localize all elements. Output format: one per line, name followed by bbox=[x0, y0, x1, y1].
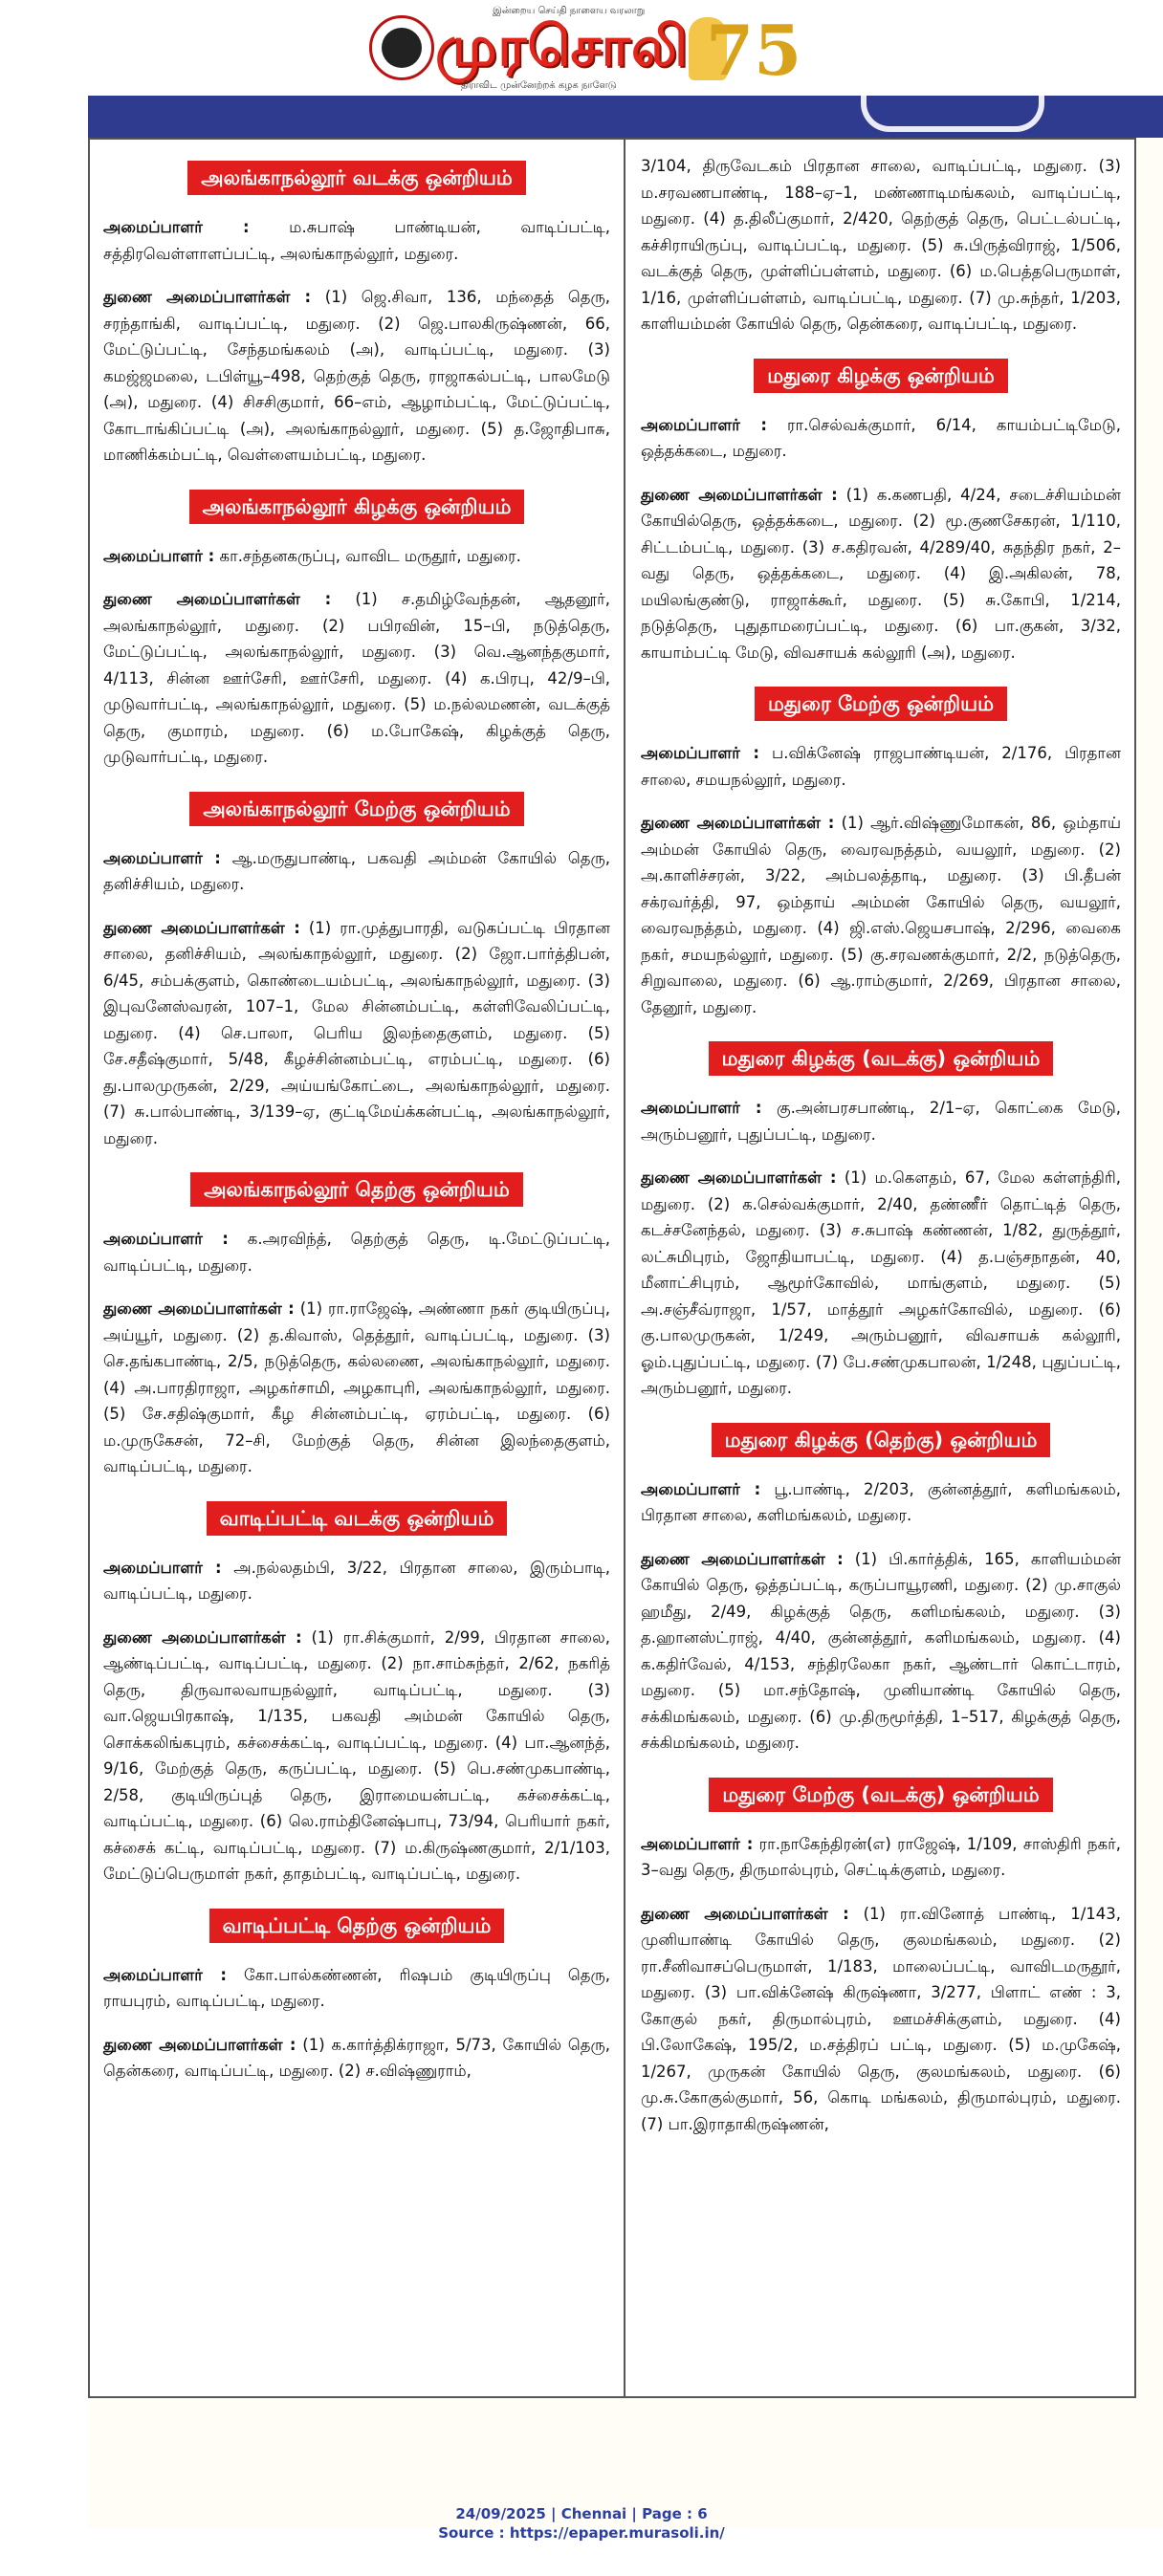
page-footer-source[interactable]: Source : https://epaper.murasoli.in/ bbox=[438, 2524, 725, 2542]
deputy-organizers-entry: துணை அமைப்பாளர்கள் : (1) ம.கௌதம், 67, மேல கள்ளந்திரி, மதுரை. (2) க.செல்வக்குமார், 2/40, தண்ணீர் தொட்டித் தெரு, கடச்சனேந்தல், மதுரை. (3) ச.சுபாஷ் கண்ணன், 1/82, துருத்தூர், லட்சுமிபுரம், ஜோதியாபட்டி, மதுரை. (4) த.பஞ்சநாதன், 40, மீனாட்சிபுரம், ஆமூர்கோவில், மாங்குளம், மதுரை. (5) அ.சஞ்சீவ்ராஜா, 1/57, மாத்தூர் அழகர்கோவில், மதுரை. (6) கு.பாலமுருகன், 1/249, அரும்பனூர், விவசாயக் கல்லூரி, ஓம்.புதுப்பட்டி, மதுரை. (7) பே.சண்முகபாலன், 1/248, புதுப்பட்டி, அரும்பனூர், மதுரை. bbox=[641, 1168, 1121, 1397]
deputy-organizers-entry: துணை அமைப்பாளர்கள் : (1) பி.கார்த்திக், 165, காளியம்மன் கோயில் தெரு, ஒத்தப்பட்டி, கருப்பாயூரணி, மதுரை. (2) மு.சாகுல் ஹமீது, 2/49, கிழக்குத் தெரு, களிமங்கலம், மதுரை. (3) த.ஹானஸ்ட்ராஜ், 4/40, குன்னத்தூர், களிமங்கலம், மதுரை. (4) க.கதிர்வேல், 4/153, சந்திரலேகா நகர், ஆண்டார் கொட்டாரம், மதுரை. (5) மா.சந்தோஷ், முனியாண்டி கோயில் தெரு, சக்கிமங்கலம், மதுரை. (6) மு.திருமூர்த்தி, 1–517, கிழக்குத் தெரு, சக்கிமங்கலம், மதுரை. bbox=[641, 1549, 1121, 1752]
deputy-organizers-entry: துணை அமைப்பாளர்கள் : (1) ரா.முத்துபாரதி, வடுகப்பட்டி பிரதான சாலை, தனிச்சியம், அலங்காநல்லூர், மதுரை. (2) ஜோ.பார்த்திபன், 6/45, சம்பக்குளம், கொண்டையம்பட்டி, அலங்காநல்லூர், மதுரை. (3) இபுவனேஸ்வரன், 107–1, மேல சின்னம்பட்டி, கள்ளிவேலிப்பட்டி, மதுரை. (4) செ.பாலா, பெரிய இலந்தைகுளம், மதுரை. (5) சே.சதீஷ்குமார், 5/48, கீழச்சின்னம்பட்டி, எரம்பட்டி, மதுரை. (6) து.பாலமுருகன், 2/29, அய்யங்கோட்டை, அலங்காநல்லூர், மதுரை. (7) சு.பால்பாண்டி, 3/139–ஏ, குட்டிமேய்க்கன்பட்டி, அலங்காநல்லூர், மதுரை. bbox=[103, 918, 610, 1147]
organizer-entry: அமைப்பாளர் : கு.அன்பரசபாண்டி, 2/1–ஏ, கொட்கை மேடு, அரும்பனூர், புதுப்பட்டி, மதுரை. bbox=[641, 1099, 1121, 1144]
organizer-entry: அமைப்பாளர் : கோ.பால்கண்ணன், ரிஷபம் குடியிருப்பு தெரு, ராயபுரம், வாடிப்பட்டி, மதுரை. bbox=[103, 1965, 611, 2010]
deputy-organizers-entry: துணை அமைப்பாளர்கள் : (1) ரா.சிக்குமார், 2/99, பிரதான சாலை, ஆண்டிப்பட்டி, வாடிப்பட்டி, மதுரை. (2) நா.சாம்சுந்தர், 2/62, நகரித் தெரு, திருவாலவாயநல்லூர், வாடிப்பட்டி, மதுரை. (3) வா.ஜெயபிரகாஷ், 1/135, பகவதி அம்மன் கோயில் தெரு, சொக்கலிங்கபுரம், கச்சைக்கட்டி, வாடிப்பட்டி, மதுரை. (4) பா.ஆனந்த், 9/16, மேற்குத் தெரு, கருப்பட்டி, மதுரை. (5) பெ.சண்முகபாண்டி, 2/58, குடியிருப்புத் தெரு, இராமையன்பட்டி, கச்சைக்கட்டி, வாடிப்பட்டி, மதுரை. (6) லெ.ராம்தினேஷ்பாபு, 73/94, பெரியார் நகர், கச்சைக் கட்டி, வாடிப்பட்டி, மதுரை. (7) ம.கிருஷ்ணகுமார், 2/1/103, மேட்டுப்பெருமாள் நகர், தாதம்பட்டி, வாடிப்பட்டி, மதுரை. bbox=[103, 1627, 610, 1883]
section-heading: அலங்காநல்லூர் மேற்கு ஒன்றியம் bbox=[189, 792, 523, 826]
band-decoration bbox=[861, 96, 1044, 132]
page-footer-date: 24/09/2025 | Chennai | Page : 6 bbox=[455, 2505, 708, 2522]
organizer-entry: அமைப்பாளர் : பூ.பாண்டி, 2/203, குன்னத்தூர், களிமங்கலம், பிரதான சாலை, களிமங்கலம், மதுரை. bbox=[641, 1479, 1121, 1524]
section-heading: மதுரை கிழக்கு ஒன்றியம் bbox=[754, 359, 1007, 393]
newspaper-logo: முரசொலி bbox=[435, 13, 689, 78]
masthead-subtitle: திராவிட முன்னேற்றக் கழக நாளேடு bbox=[461, 80, 617, 91]
organizer-entry: அமைப்பாளர் : கா.சந்தனகருப்பு, வாவிட மருதூர், மதுரை. bbox=[103, 546, 521, 565]
section-heading: அலங்காநல்லூர் தெற்கு ஒன்றியம் bbox=[190, 1172, 523, 1207]
deputy-organizers-entry: துணை அமைப்பாளர்கள் : (1) க.கணபதி, 4/24, சடைச்சியம்மன் கோயில்தெரு, ஒத்தக்கடை, மதுரை. (2) மூ.குணசேகரன், 1/110, சிட்டம்பட்டி, மதுரை. (3) ச.கதிரவன், 4/289/40, சுதந்திர நகர், 2–வது தெரு, ஒத்தக்கடை, மதுரை. (4) இ.அகிலன், 78, மயிலங்குண்டு, ராஜாக்கூர், மதுரை. (5) சு.கோபி, 1/214, நடுத்தெரு, புதுதாமரைப்பட்டி, மதுரை. (6) பா.குகன், 3/32, காயாம்பட்டி மேடு, விவசாயக் கல்லூரி (அ), மதுரை. bbox=[641, 485, 1121, 662]
right-column bbox=[627, 140, 1134, 2396]
deputy-organizers-entry: துணை அமைப்பாளர்கள் : (1) க.கார்த்திக்ராஜா, 5/73, கோயில் தெரு, தென்கரை, வாடிப்பட்டி, மதுரை. (2) ச.விஷ்ணுராம், bbox=[103, 2035, 611, 2080]
organizer-entry: அமைப்பாளர் : ஆ.மருதுபாண்டி, பகவதி அம்மன் கோயில் தெரு, தனிச்சியம், மதுரை. bbox=[103, 848, 610, 893]
organizer-entry: அமைப்பாளர் : அ.நல்லதம்பி, 3/22, பிரதான சாலை, இரும்பாடி, வாடிப்பட்டி, மதுரை. bbox=[103, 1558, 610, 1603]
section-heading: மதுரை கிழக்கு (தெற்கு) ஒன்றியம் bbox=[712, 1423, 1051, 1457]
article-panel bbox=[88, 138, 1136, 2398]
left-column bbox=[90, 140, 625, 2396]
section-heading: வாடிப்பட்டி வடக்கு ஒன்றியம் bbox=[207, 1501, 508, 1536]
deputy-organizers-entry: துணை அமைப்பாளர்கள் : (1) ஆர்.விஷ்ணுமோகன், 86, ஒம்தாய் அம்மன் கோயில் தெரு, வைரவநத்தம், வயலூர், மதுரை. (2) அ.காளிச்சரன், 3/22, அம்பலத்தாடி, மதுரை. (3) பி.தீபன் சக்ரவர்த்தி, 97, ஒம்தாய் அம்மன் கோயில் தெரு, வயலூர், வைரவநத்தம், மதுரை. (4) ஜி.எஸ்.ஜெயசபாஷ், 2/296, வைகை நகர், சமயநல்லூர், மதுரை. (5) கு.சரவணக்குமார், 2/2, நடுத்தெரு, சிறுவாலை, மதுரை. (6) ஆ.ராம்குமார், 2/269, பிரதான சாலை, தேனூர், மதுரை. bbox=[641, 814, 1121, 1016]
section-heading: வாடிப்பட்டி தெற்கு ஒன்றியம் bbox=[209, 1909, 505, 1943]
organizer-entry: அமைப்பாளர் : ரா.செல்வக்குமார், 6/14, காயம்பட்டிமேடு, ஒத்தக்கடை, மதுரை. bbox=[641, 415, 1121, 460]
section-heading: மதுரை மேற்கு (வடக்கு) ஒன்றியம் bbox=[709, 1778, 1052, 1812]
section-heading: மதுரை மேற்கு ஒன்றியம் bbox=[755, 687, 1007, 721]
organizer-entry: அமைப்பாளர் : ப.விக்னேஷ் ராஜபாண்டியன், 2/176, பிரதான சாலை, சமயநல்லூர், மதுரை. bbox=[641, 744, 1122, 789]
section-heading: மதுரை கிழக்கு (வடக்கு) ஒன்றியம் bbox=[709, 1041, 1054, 1076]
organizer-entry: அமைப்பாளர் : ரா.நாகேந்திரன்(எ) ராஜேஷ், 1/109, சாஸ்திரி நகர், 3–வது தெரு, திருமால்புரம், செட்டிக்குளம், மதுரை. bbox=[641, 1834, 1122, 1879]
deputy-organizers-entry: துணை அமைப்பாளர்கள் : (1) ஜெ.சிவா, 136, மந்தைத் தெரு, சரந்தாங்கி, வாடிப்பட்டி, மதுரை. (2) ஜெ.பாலகிருஷ்ணன், 66, மேட்டுப்பட்டி, சேந்தமங்கலம் (அ), வாடிப்பட்டி, மதுரை. (3) கமஜ்ஜமலை, டபிள்யூ–498, தெற்குத் தெரு, ராஜாகல்பட்டி, பாலமேடு (அ), மதுரை. (4) சிசசிகுமார், 66–எம், ஆழாம்பட்டி, மேட்டுப்பட்டி, கோடாங்கிப்பட்டி (அ), அலங்காநல்லூர், மதுரை. (5) த.ஜோதிபாசு, மாணிக்கம்பட்டி, வெள்ளையம்பட்டி, மதுரை. bbox=[103, 288, 610, 464]
organizer-entry: அமைப்பாளர் : ம.சுபாஷ் பாண்டியன், வாடிப்பட்டி, சத்திரவெள்ளாளப்பட்டி, அலங்காநல்லூர், மதுரை. bbox=[103, 218, 610, 263]
section-heading: அலங்காநல்லூர் வடக்கு ஒன்றியம் bbox=[187, 161, 525, 195]
deputy-organizers-entry: துணை அமைப்பாளர்கள் : (1) ச.தமிழ்வேந்தன், ஆதனூர், அலங்காநல்லூர், மதுரை. (2) பபிரவின், 15–பி, நடுத்தெரு, மேட்டுப்பட்டி, அலங்காநல்லூர், மதுரை. (3) வெ.ஆனந்தகுமார், 4/113, சின்ன ஊர்சேரி, ஊர்சேரி, மதுரை. (4) க.பிரபு, 42/9–பி, முடுவார்பட்டி, அலங்காநல்லூர், மதுரை. (5) ம.நல்லமணன், வடக்குத் தெரு, குமாரம், மதுரை. (6) ம.போகேஷ், கிழக்குத் தெரு, முடுவார்பட்டி, மதுரை. bbox=[103, 590, 611, 766]
continued-entry: 3/104, திருவேடகம் பிரதான சாலை, வாடிப்பட்டி, மதுரை. (3) ம.சரவணபாண்டி, 188–ஏ–1, மண்ணாடிமங்கலம், வாடிப்பட்டி, மதுரை. (4) த.திலீப்குமார், 2/420, தெற்குத் தெரு, பெட்டல்பட்டி, கச்சிராயிருப்பு, வாடிப்பட்டி, மதுரை. (5) சு.பிருத்விராஜ், 1/506, வடக்குத் தெரு, முள்ளிப்பள்ளம், மதுரை. (6) ம.பெத்தபெருமாள், 1/16, முள்ளிப்பள்ளம், வாடிப்பட்டி, மதுரை. (7) மு.சுந்தர், 1/203, காளியம்மன் கோயில் தெரு, தென்கரை, வாடிப்பட்டி, மதுரை. bbox=[641, 157, 1121, 333]
masthead bbox=[0, 0, 1163, 96]
party-emblem-icon bbox=[369, 15, 434, 80]
deputy-organizers-entry: துணை அமைப்பாளர்கள் : (1) ரா.ராஜேஷ், அண்ணா நகர் குடியிருப்பு, அய்யூர், மதுரை. (2) த.கிவாஸ், தெத்தூர், வாடிப்பட்டி, மதுரை. (3) செ.தங்கபாண்டி, 2/5, நடுத்தெரு, கல்லணை, அலங்காநல்லூர், மதுரை. (4) அ.பாரதிராஜா, அழகர்சாமி, அழகாபுரி, அலங்காநல்லூர், மதுரை. (5) சே.சதிஷ்குமார், கீழ சின்னம்பட்டி, ஏரம்பட்டி, மதுரை. (6) ம.முருகேசன், 72–சி, மேற்குத் தெரு, சின்ன இலந்தைகுளம், வாடிப்பட்டி, மதுரை. bbox=[103, 1299, 611, 1475]
organizer-entry: அமைப்பாளர் : க.அரவிந்த், தெற்குத் தெரு, டி.மேட்டுப்பட்டி, வாடிப்பட்டி, மதுரை. bbox=[103, 1230, 611, 1275]
masthead-tagline: இன்றைய செய்தி நாளைய வரலாறு bbox=[493, 6, 646, 16]
anniversary-badge: 75 bbox=[706, 10, 802, 91]
deputy-organizers-entry: துணை அமைப்பாளர்கள் : (1) ரா.வினோத் பாண்டி, 1/143, முனியாண்டி கோயில் தெரு, குலமங்கலம், மதுரை. (2) ரா.சீனிவாசப்பெருமாள், 1/183, மாலைப்பட்டி, வாவிடமருதூர், மதுரை. (3) பா.விக்னேஷ் கிருஷ்ணா, 3/277, பிளாட் எண் : 3, கோகுல் நகர், திருமால்புரம், ஊமச்சிக்குளம், மதுரை. (4) பி.லோகேஷ், 195/2, ம.சத்திரப் பட்டி, மதுரை. (5) ம.முகேஷ், 1/267, முருகன் கோயில் தெரு, குலமங்கலம், மதுரை. (6) மு.சு.கோகுல்குமார், 56, கொடி மங்கலம், திருமால்புரம், மதுரை. (7) பா.இராதாகிருஷ்ணன், bbox=[641, 1904, 1121, 2133]
section-heading: அலங்காநல்லூர் கிழக்கு ஒன்றியம் bbox=[189, 490, 525, 524]
